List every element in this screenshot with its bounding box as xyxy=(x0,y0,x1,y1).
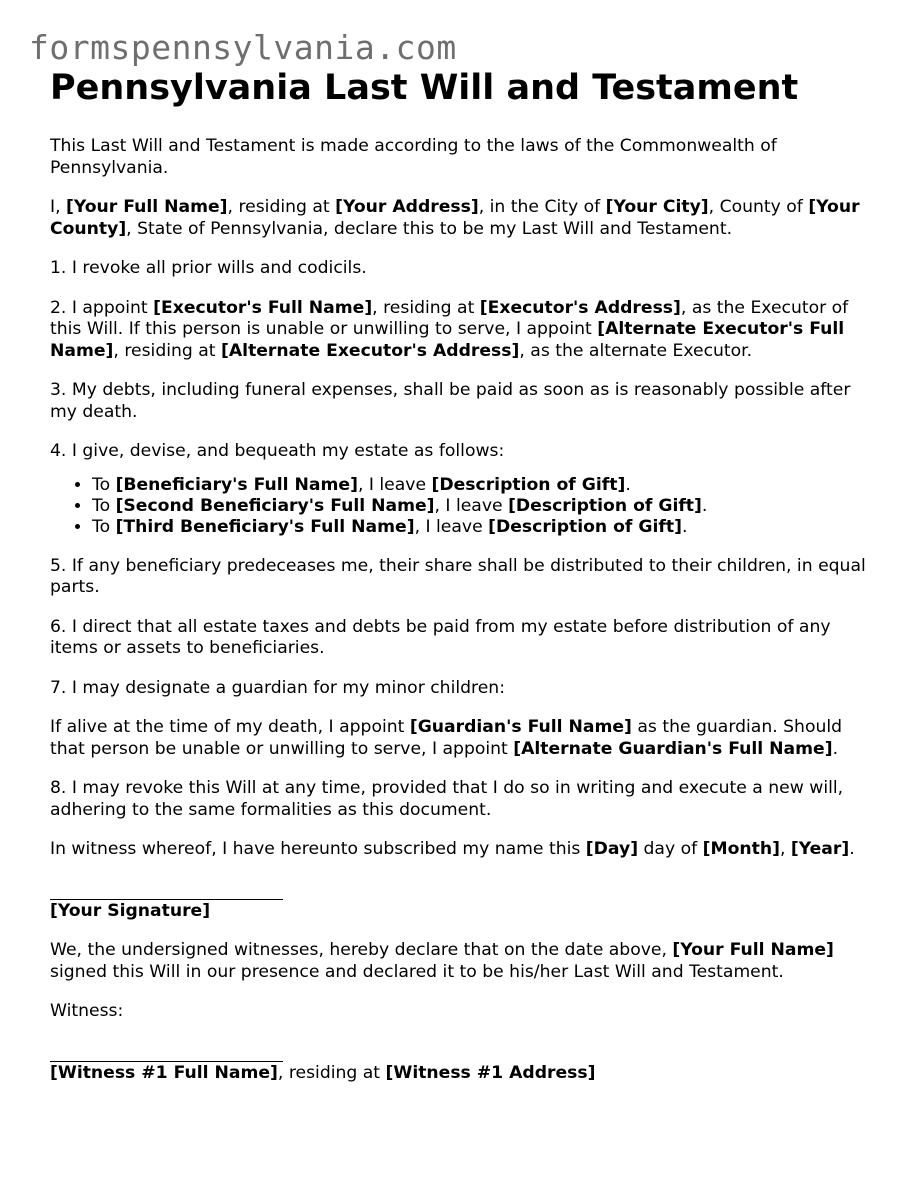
testator-address-field: [Your Address] xyxy=(335,197,479,217)
clause-2: 2. I appoint [Executor's Full Name], residing at [Executor's Address], as the Executor of this Will. If this person is unable or unwilling to serve, I appoint [Alternate Executor's Full Name], residing at [Alternate Executor's Address], as the alternate Executor. xyxy=(50,297,849,361)
clause-5: 5. If any beneficiary predeceases me, their share shall be distributed to their children, in equal parts. xyxy=(50,555,866,597)
testator-county-field: [Your County] xyxy=(50,197,860,239)
executor-address-field: [Executor's Address] xyxy=(479,297,681,318)
executor-name-field: [Executor's Full Name] xyxy=(153,297,373,318)
witness-1-address-field: [Witness #1 Address] xyxy=(385,1062,596,1083)
witness-1-name-field: [Witness #1 Full Name] xyxy=(50,1062,278,1083)
testator-city-field: [Your City] xyxy=(605,197,709,217)
guardian-name-field: [Guardian's Full Name] xyxy=(409,717,632,737)
document-body xyxy=(50,66,870,1102)
list-item: • To [Second Beneficiary's Full Name], I leave [Description of Gift]. xyxy=(92,496,870,517)
page-title: Pennsylvania Last Will and Testament xyxy=(50,68,799,108)
year-field: [Year] xyxy=(790,839,850,859)
list-item: • To [Beneficiary's Full Name], I leave [Description of Gift]. xyxy=(92,475,870,496)
gift-description-field: [Description of Gift] xyxy=(508,495,702,516)
alt-executor-name-field: [Alternate Executor's Full Name] xyxy=(50,319,845,361)
month-field: [Month] xyxy=(702,839,780,859)
clause-8: 8. I may revoke this Will at any time, provided that I do so in writing and execute a new will, adhering to the same formalities as this document. xyxy=(50,778,844,820)
clause-1: 1. I revoke all prior wills and codicils. xyxy=(50,258,367,278)
watermark-text: formspennsylvania.com xyxy=(29,28,457,67)
beneficiary-name-field: [Second Beneficiary's Full Name] xyxy=(115,495,435,516)
gift-description-field: [Description of Gift] xyxy=(431,474,626,495)
testator-name-field: [Your Full Name] xyxy=(66,197,228,217)
declaration-paragraph: I, [Your Full Name], residing at [Your Address], in the City of [Your City], County of [Your County], State of Pennsylvania, declare this to be my Last Will and Testament. xyxy=(50,197,860,239)
beneficiary-name-field: [Beneficiary's Full Name] xyxy=(115,474,358,495)
witness-1-label: [Witness #1 Full Name], residing at [Witness #1 Address] xyxy=(50,1062,596,1083)
witness-heading: Witness: xyxy=(50,1001,124,1021)
alt-guardian-name-field: [Alternate Guardian's Full Name] xyxy=(513,738,833,759)
clause-7: 7. I may designate a guardian for my minor children: xyxy=(50,677,505,698)
day-field: [Day] xyxy=(585,839,639,859)
attestation-paragraph: We, the undersigned witnesses, hereby declare that on the date above, [Your Full Name] signed this Will in our presence and declared it to be his/her Last Will and Testament. xyxy=(50,940,834,982)
alt-executor-address-field: [Alternate Executor's Address] xyxy=(221,340,520,361)
list-item: • To [Third Beneficiary's Full Name], I leave [Description of Gift]. xyxy=(92,517,870,538)
bequest-list xyxy=(50,475,870,538)
intro-paragraph: This Last Will and Testament is made according to the laws of the Commonwealth of Pennsylvania. xyxy=(50,136,777,178)
guardian-paragraph: If alive at the time of my death, I appoint [Guardian's Full Name] as the guardian. Should that person be unable or unwilling to serve, I appoint [Alternate Guardian's Full Name]. xyxy=(50,717,843,759)
clause-3: 3. My debts, including funeral expenses, shall be paid as soon as is reasonably possible after my death. xyxy=(50,380,851,422)
witness-whereof-paragraph: In witness whereof, I have hereunto subscribed my name this [Day] day of [Month], [Year]. xyxy=(50,839,855,859)
gift-description-field: [Description of Gift] xyxy=(488,516,682,537)
beneficiary-name-field: [Third Beneficiary's Full Name] xyxy=(115,516,415,537)
clause-4: 4. I give, devise, and bequeath my estate as follows: xyxy=(50,441,505,461)
signature-label: [Your Signature] xyxy=(50,900,211,921)
testator-name-field: [Your Full Name] xyxy=(672,940,834,960)
clause-6: 6. I direct that all estate taxes and debts be paid from my estate before distribution of any items or assets to beneficiaries. xyxy=(50,616,831,658)
